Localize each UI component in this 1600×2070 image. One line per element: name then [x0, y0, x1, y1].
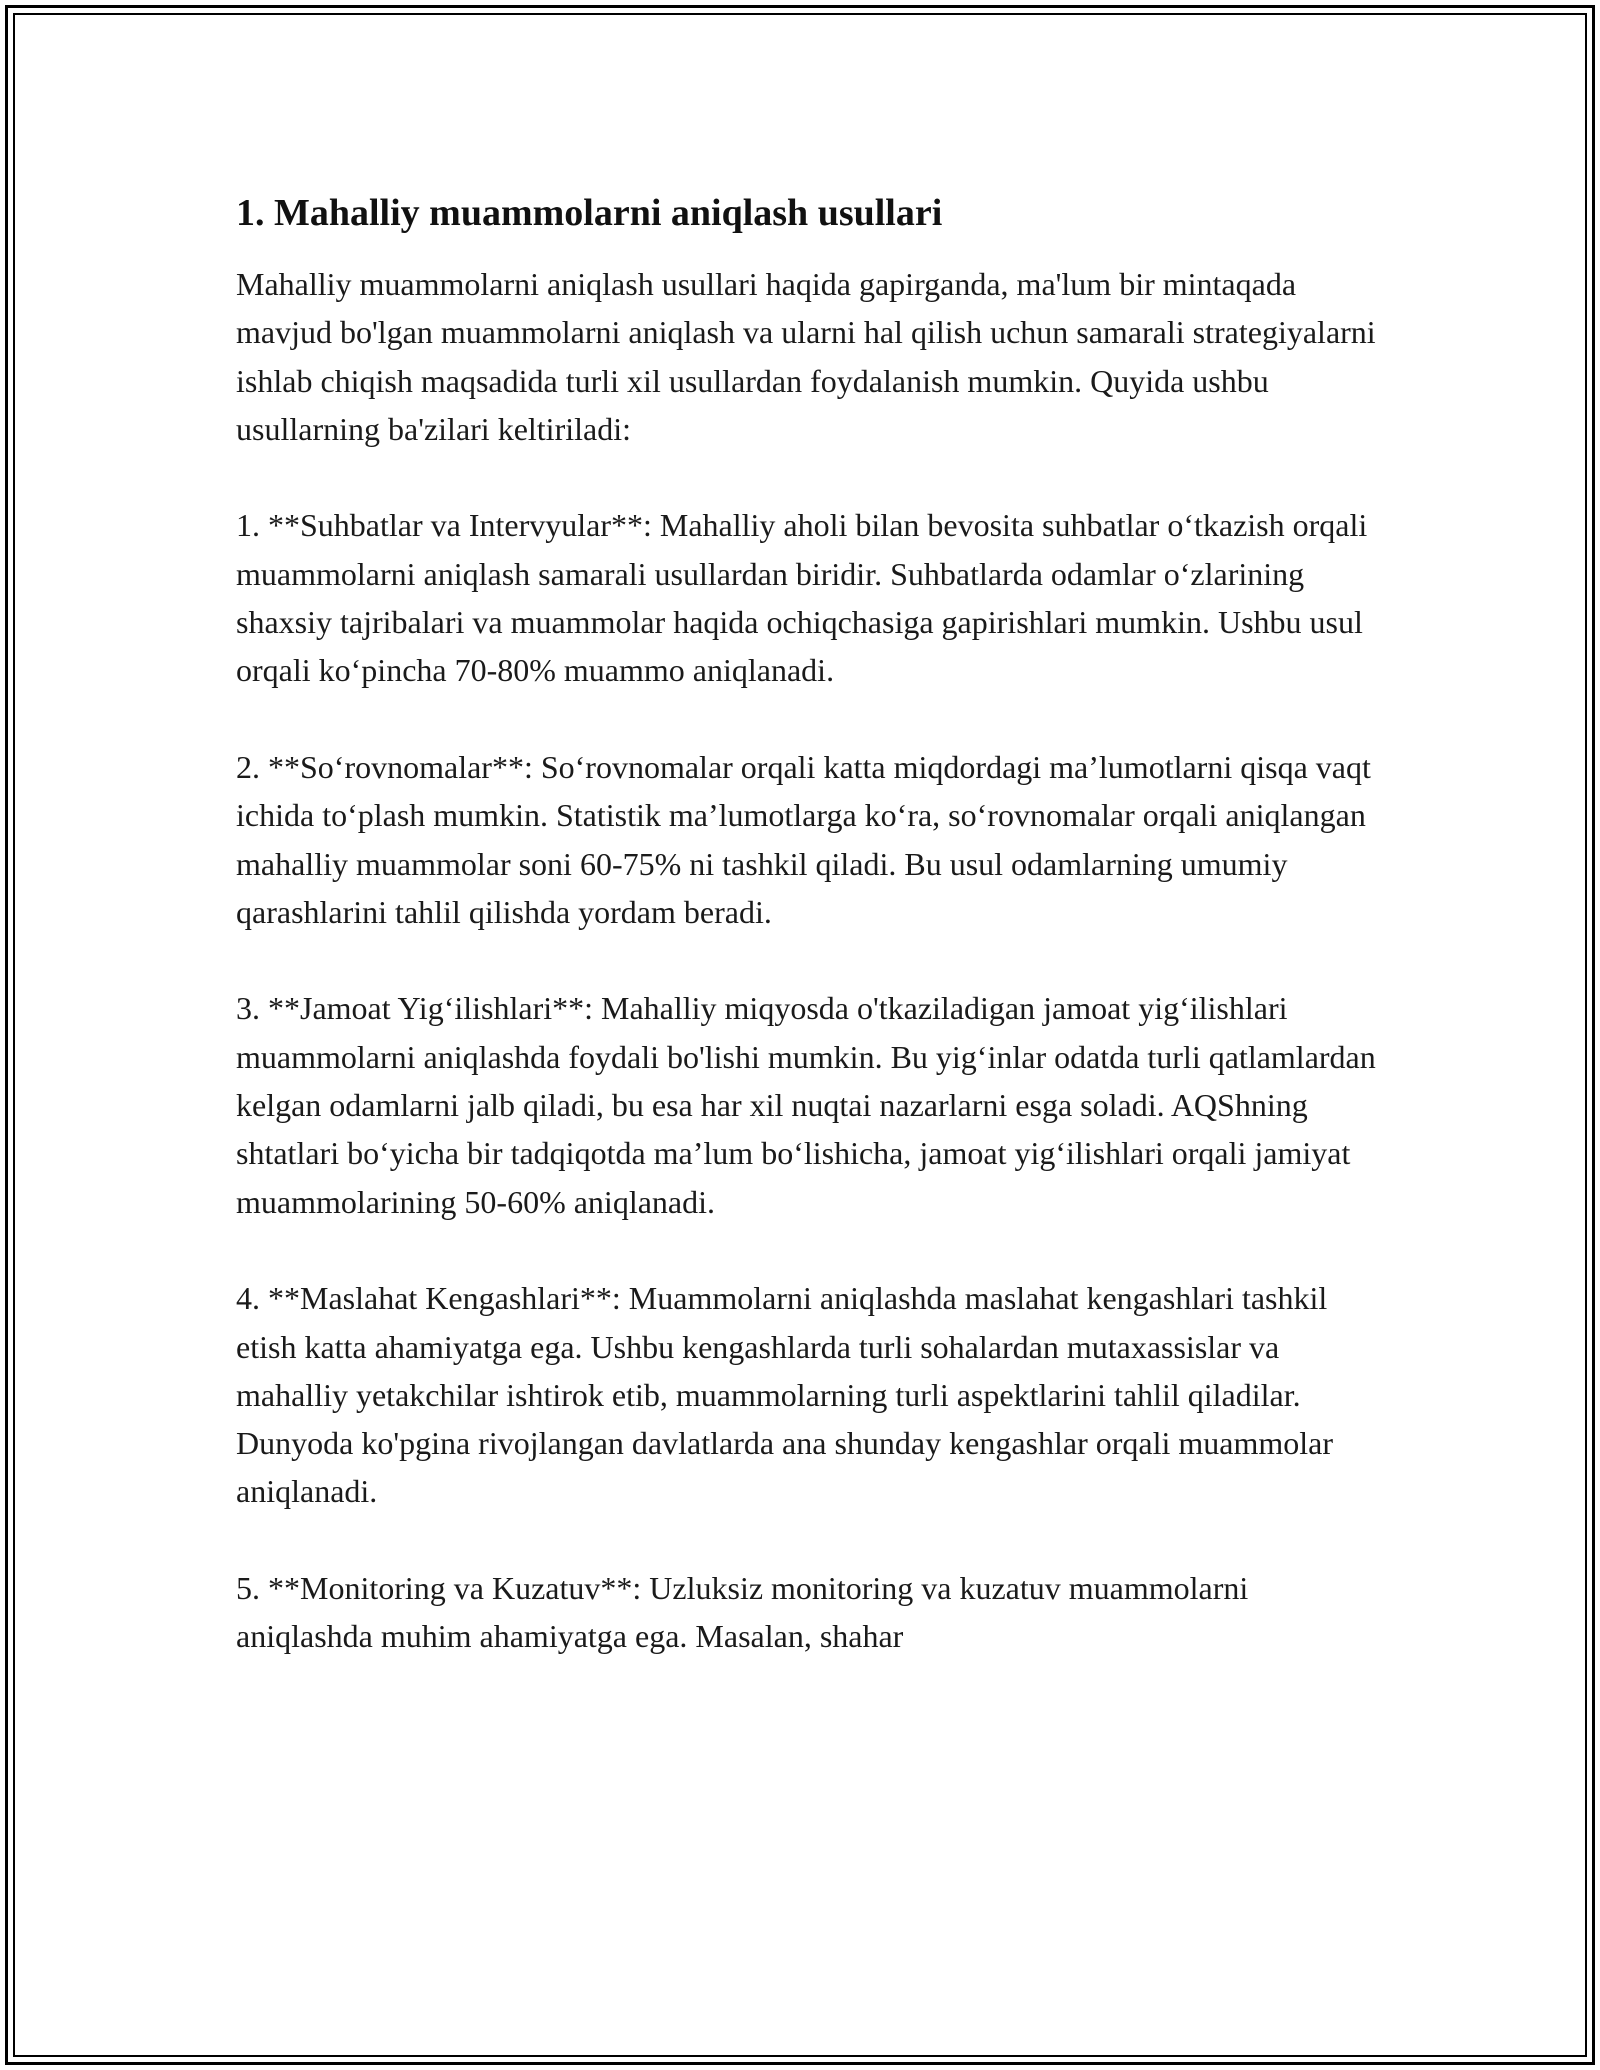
method-paragraph-advisory-councils: 4. **Maslahat Kengashlari**: Muammolarni aniqlashda maslahat kengashlari tashkil etish katta ahamiyatga ega. Ushbu kengashlarda turli sohalardan mutaxassislar va mahalliy yetakchilar ishtirok etib, muammolarning turli aspektlarini tahlil qiladilar. Dunyoda ko'pgina rivojlangan davlatlarda ana shunday kengashlar orqali muammolar aniqlanadi.	[236, 1280, 1333, 1510]
method-paragraph-surveys: 2. **So‘rovnomalar**: So‘rovnomalar orqali katta miqdordagi ma’lumotlarni qisqa vaqt ichida to‘plash mumkin. Statistik ma’lumotlarga ko‘ra, so‘rovnomalar orqali aniqlangan mahalliy muammolar soni 60-75% ni tashkil qiladi. Bu usul odamlarning umumiy qarashlarini tahlil qilishda yordam beradi.	[236, 748, 1371, 930]
intro-paragraph: Mahalliy muammolarni aniqlash usullari haqida gapirganda, ma'lum bir mintaqada mavjud bo'lgan muammolarni aniqlash va ularni hal qilish uchun samarali strategiyalarni ishlab chiqish maqsadida turli xil usullardan foydalanish mumkin. Quyida ushbu usullarning ba'zilari keltiriladi:	[236, 266, 1376, 447]
method-paragraph-community-meetings: 3. **Jamoat Yig‘ilishlari**: Mahalliy miqyosda o'tkaziladigan jamoat yig‘ilishlari muammolarni aniqlashda foydali bo'lishi mumkin. Bu yig‘inlar odatda turli qatlamlardan kelgan odamlarni jalb qiladi, bu esa har xil nuqtai nazarlarni esga soladi. AQShning shtatlari bo‘yicha bir tadqiqotda ma’lum bo‘lishicha, jamoat yig‘ilishlari orqali jamiyat muammolarining 50-60% aniqlanadi.	[236, 990, 1376, 1220]
document-page	[236, 186, 1386, 1709]
method-paragraph-monitoring: 5. **Monitoring va Kuzatuv**: Uzluksiz monitoring va kuzatuv muammolarni aniqlashda muhim ahamiyatga ega. Masalan, shahar	[236, 1570, 1249, 1655]
section-heading: 1. Mahalliy muammolarni aniqlash usullari	[236, 192, 943, 234]
method-paragraph-interviews: 1. **Suhbatlar va Intervyular**: Mahalliy aholi bilan bevosita suhbatlar o‘tkazish orqali muammolarni aniqlash samarali usullardan biridir. Suhbatlarda odamlar o‘zlarining shaxsiy tajribalari va muammolar haqida ochiqchasiga gapirishlari mumkin. Ushbu usul orqali ko‘pincha 70-80% muammo aniqlanadi.	[236, 507, 1368, 689]
